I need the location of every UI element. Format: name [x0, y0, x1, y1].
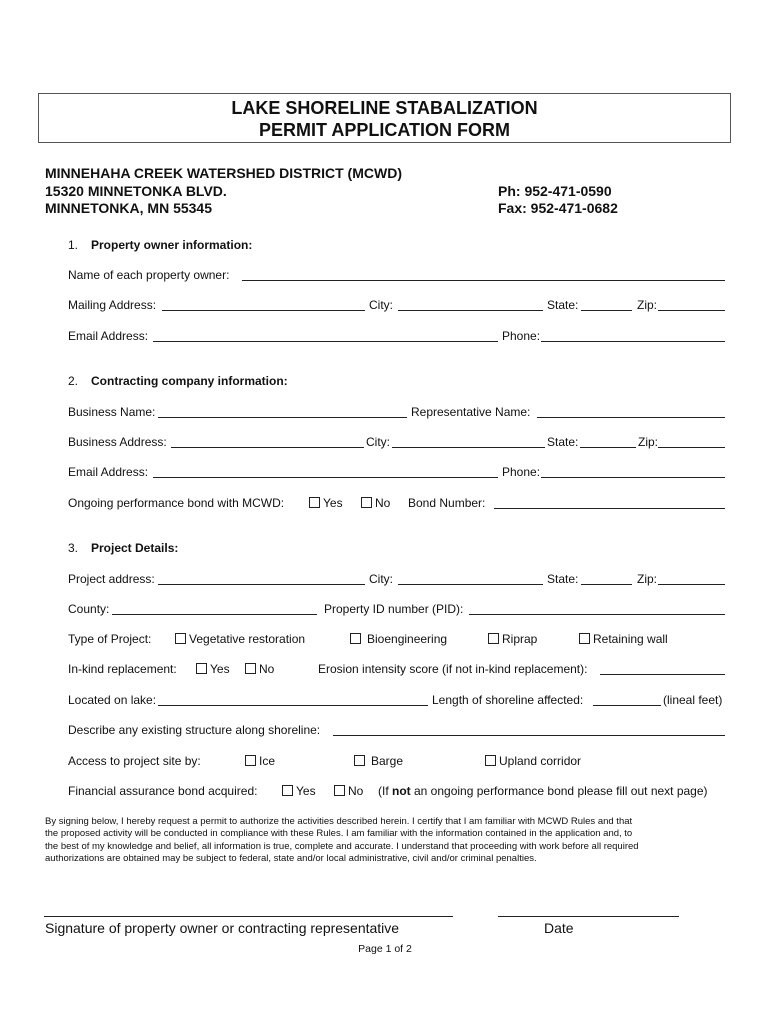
- bond-number-field[interactable]: [494, 508, 725, 509]
- access-upland-option[interactable]: [485, 754, 581, 768]
- project-state-field[interactable]: [581, 584, 632, 585]
- type-bioengineering-label: Bioengineering: [367, 632, 448, 646]
- org-fax: Fax: 952-471-0682: [498, 200, 618, 216]
- certification-text: [45, 816, 639, 865]
- erosion-label: Erosion intensity score (if not in-kind replacement):: [318, 662, 588, 676]
- certification-line: the proposed activity will be conducted in compliance with these Rules. I am familiar with the information contained in the application and, to: [45, 828, 633, 840]
- financial-yes-checkbox[interactable]: [282, 785, 293, 796]
- certification-line: By signing below, I hereby request a permit to authorize the activities described herein. I certify that I am familiar with MCWD Rules and that: [45, 816, 633, 827]
- project-city-field[interactable]: [398, 584, 543, 585]
- access-upland-checkbox[interactable]: [485, 755, 496, 766]
- project-zip-label: Zip:: [637, 572, 658, 586]
- date-label: Date: [544, 920, 574, 936]
- type-bioengineering-option[interactable]: [350, 632, 447, 646]
- financial-note: (If not an ongoing performance bond please fill out next page): [378, 784, 708, 798]
- type-riprap-checkbox[interactable]: [488, 633, 499, 644]
- bond-yes-checkbox[interactable]: [309, 497, 320, 508]
- org-name: MINNEHAHA CREEK WATERSHED DISTRICT (MCWD): [45, 165, 402, 181]
- business-name-field[interactable]: [158, 417, 407, 418]
- project-address-label: Project address:: [68, 572, 155, 586]
- section1-number: 1.: [68, 238, 79, 252]
- lake-label: Located on lake:: [68, 693, 157, 707]
- business-email-field[interactable]: [153, 477, 498, 478]
- financial-no-option[interactable]: [334, 784, 363, 798]
- type-vegetative-checkbox[interactable]: [175, 633, 186, 644]
- owner-zip-field[interactable]: [658, 310, 725, 311]
- financial-no-checkbox[interactable]: [334, 785, 345, 796]
- access-label: Access to project site by:: [68, 754, 201, 768]
- rep-name-field[interactable]: [537, 417, 725, 418]
- type-retaining-wall-label: Retaining wall: [593, 632, 668, 646]
- business-state-label: State:: [547, 435, 579, 449]
- financial-bond-label: Financial assurance bond acquired:: [68, 784, 258, 798]
- financial-no-label: No: [348, 784, 364, 798]
- pid-field[interactable]: [469, 614, 725, 615]
- business-state-field[interactable]: [580, 447, 636, 448]
- owner-phone-label: Phone:: [502, 329, 541, 343]
- type-riprap-label: Riprap: [502, 632, 538, 646]
- owner-phone-field[interactable]: [541, 341, 725, 342]
- bond-yes-option[interactable]: [309, 496, 343, 510]
- type-vegetative-option[interactable]: [175, 632, 305, 646]
- business-address-field[interactable]: [171, 447, 364, 448]
- signature-field[interactable]: [44, 916, 453, 917]
- access-barge-label: Barge: [371, 754, 404, 768]
- owner-name-field[interactable]: [242, 280, 725, 281]
- business-city-label: City:: [366, 435, 390, 449]
- section2-heading: Contracting company information:: [91, 374, 288, 388]
- bond-label: Ongoing performance bond with MCWD:: [68, 496, 285, 510]
- org-phone: Ph: 952-471-0590: [498, 183, 612, 199]
- project-zip-field[interactable]: [658, 584, 725, 585]
- business-zip-field[interactable]: [658, 447, 725, 448]
- project-state-label: State:: [547, 572, 579, 586]
- mailing-address-field[interactable]: [162, 310, 365, 311]
- inkind-no-option[interactable]: [245, 662, 274, 676]
- certification-line: the best of my knowledge and belief, all information is true, complete and accurate. I understand that proceeding with work before all required: [45, 840, 639, 852]
- bond-number-label: Bond Number:: [408, 496, 486, 510]
- project-type-label: Type of Project:: [68, 632, 152, 646]
- access-ice-label: Ice: [259, 754, 276, 768]
- access-ice-option[interactable]: [245, 754, 275, 768]
- access-ice-checkbox[interactable]: [245, 755, 256, 766]
- shoreline-label: Length of shoreline affected:: [432, 693, 584, 707]
- form-title-line1: LAKE SHORELINE STABALIZATION: [231, 98, 538, 118]
- business-phone-label: Phone:: [502, 465, 541, 479]
- access-barge-checkbox[interactable]: [354, 755, 365, 766]
- type-retaining-wall-checkbox[interactable]: [579, 633, 590, 644]
- type-vegetative-label: Vegetative restoration: [189, 632, 306, 646]
- lake-field[interactable]: [158, 705, 428, 706]
- owner-zip-label: Zip:: [637, 298, 658, 312]
- owner-name-label: Name of each property owner:: [68, 268, 230, 282]
- inkind-no-label: No: [259, 662, 275, 676]
- business-address-label: Business Address:: [68, 435, 167, 449]
- certification-line: authorizations are obtained may be subject to federal, state and/or local administrative, civil and/or criminal penalties.: [45, 852, 537, 864]
- section3-number: 3.: [68, 541, 79, 555]
- financial-yes-option[interactable]: [282, 784, 316, 798]
- business-city-field[interactable]: [392, 447, 545, 448]
- financial-yes-label: Yes: [296, 784, 316, 798]
- signature-label: Signature of property owner or contracting representative: [45, 920, 400, 936]
- access-barge-option[interactable]: [354, 754, 403, 768]
- rep-name-label: Representative Name:: [411, 405, 531, 419]
- structure-label: Describe any existing structure along shoreline:: [68, 723, 321, 737]
- business-phone-field[interactable]: [541, 477, 725, 478]
- bond-no-label: No: [375, 496, 391, 510]
- type-riprap-option[interactable]: [488, 632, 537, 646]
- owner-city-field[interactable]: [398, 310, 543, 311]
- type-retaining-wall-option[interactable]: [579, 632, 668, 646]
- date-field[interactable]: [498, 916, 679, 917]
- bond-yes-label: Yes: [323, 496, 343, 510]
- erosion-field[interactable]: [600, 674, 725, 675]
- county-label: County:: [68, 602, 110, 616]
- business-zip-label: Zip:: [638, 435, 659, 449]
- shoreline-field[interactable]: [593, 705, 661, 706]
- owner-state-field[interactable]: [581, 310, 632, 311]
- project-address-field[interactable]: [158, 584, 365, 585]
- bond-no-option[interactable]: [361, 496, 390, 510]
- section1-heading: Property owner information:: [91, 238, 253, 252]
- bond-no-checkbox[interactable]: [361, 497, 372, 508]
- owner-email-label: Email Address:: [68, 329, 149, 343]
- org-address2: MINNETONKA, MN 55345: [45, 200, 213, 216]
- owner-state-label: State:: [547, 298, 579, 312]
- owner-email-field[interactable]: [153, 341, 498, 342]
- mailing-address-label: Mailing Address:: [68, 298, 157, 312]
- inkind-yes-option[interactable]: [196, 662, 230, 676]
- business-email-label: Email Address:: [68, 465, 149, 479]
- pid-label: Property ID number (PID):: [324, 602, 464, 616]
- business-name-label: Business Name:: [68, 405, 156, 419]
- form-title-box: [38, 93, 731, 143]
- inkind-yes-label: Yes: [210, 662, 230, 676]
- section3-heading: Project Details:: [91, 541, 179, 555]
- owner-city-label: City:: [369, 298, 393, 312]
- project-city-label: City:: [369, 572, 393, 586]
- type-bioengineering-checkbox[interactable]: [350, 633, 361, 644]
- section2-number: 2.: [68, 374, 79, 388]
- access-upland-label: Upland corridor: [499, 754, 582, 768]
- form-title-line2: PERMIT APPLICATION FORM: [259, 120, 510, 140]
- inkind-no-checkbox[interactable]: [245, 663, 256, 674]
- lineal-feet-label: (lineal feet): [663, 693, 723, 707]
- org-address1: 15320 MINNETONKA BLVD.: [45, 183, 227, 199]
- structure-field[interactable]: [333, 735, 725, 736]
- inkind-label: In-kind replacement:: [68, 662, 177, 676]
- inkind-yes-checkbox[interactable]: [196, 663, 207, 674]
- county-field[interactable]: [112, 614, 317, 615]
- page-number: Page 1 of 2: [358, 943, 412, 955]
